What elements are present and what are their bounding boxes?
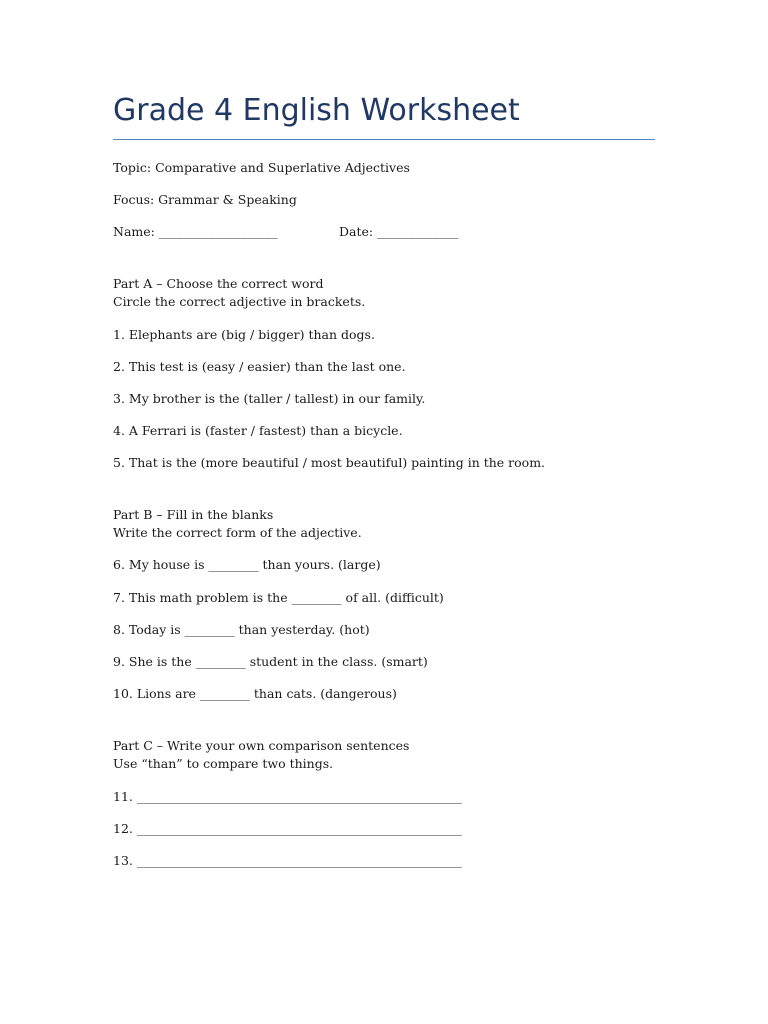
question-item: 10. Lions are ________ than cats. (dangerous) — [113, 686, 397, 701]
title-underline — [113, 139, 655, 140]
question-item: 5. That is the (more beautiful / most beautiful) painting in the room. — [113, 455, 546, 470]
date-field: Date: _____________ — [339, 224, 459, 239]
question-item: 4. A Ferrari is (faster / fastest) than a bicycle. — [113, 423, 403, 438]
part-b-heading: Part B – Fill in the blanks — [113, 507, 274, 522]
part-c-heading: Part C – Write your own comparison sentences — [113, 738, 410, 753]
part-c-instruction: Use “than” to compare two things. — [113, 756, 334, 771]
topic-line: Topic: Comparative and Superlative Adjectives — [113, 160, 410, 175]
question-item: 6. My house is ________ than yours. (large) — [113, 557, 381, 572]
question-item: 2. This test is (easy / easier) than the last one. — [113, 359, 406, 374]
part-b-instruction: Write the correct form of the adjective. — [113, 525, 362, 540]
name-field: Name: ___________________ — [113, 224, 278, 239]
part-a-heading: Part A – Choose the correct word — [113, 276, 324, 291]
question-item: 1. Elephants are (big / bigger) than dogs. — [113, 327, 375, 342]
answer-line: 11. ____________________________________________________ — [113, 789, 462, 804]
question-item: 7. This math problem is the ________ of all. (difficult) — [113, 590, 444, 605]
focus-line: Focus: Grammar & Speaking — [113, 192, 297, 207]
question-item: 3. My brother is the (taller / tallest) in our family. — [113, 391, 426, 406]
part-a-instruction: Circle the correct adjective in brackets. — [113, 294, 366, 309]
answer-line: 12. ____________________________________________________ — [113, 821, 462, 836]
question-item: 9. She is the ________ student in the class. (smart) — [113, 654, 428, 669]
question-item: 8. Today is ________ than yesterday. (hot) — [113, 622, 370, 637]
answer-line: 13. ____________________________________________________ — [113, 853, 462, 868]
page-title: Grade 4 English Worksheet — [113, 93, 520, 128]
